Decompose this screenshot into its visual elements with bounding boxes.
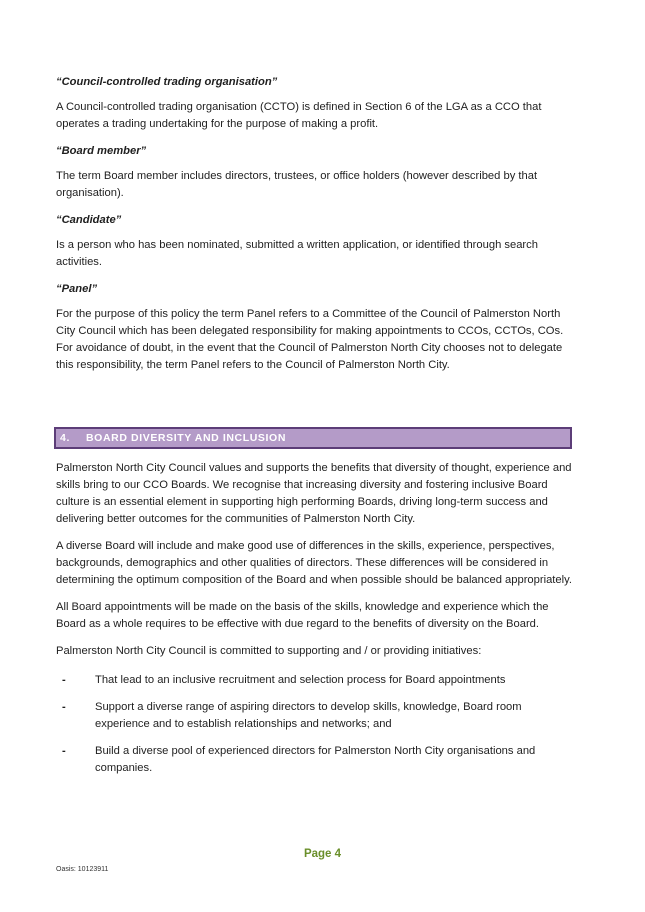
list-item — [56, 672, 572, 689]
bullet-dash-icon: - — [62, 701, 66, 713]
section-number: 4. — [60, 432, 70, 444]
list-item-text: Support a diverse range of aspiring directors to develop skills, knowledge, Board room experience and to establish relationships and networks; and — [95, 701, 522, 730]
section-paragraph: A diverse Board will include and make good use of differences in the skills, experience, perspectives, backgrounds, demographics and other qualities of directors. These differences will be considered in determining the optimum composition of the Board and when possible should be balanced appropriately. — [56, 540, 572, 586]
list-item — [56, 699, 572, 733]
definition-text: For the purpose of this policy the term Panel refers to a Committee of the Council of Palmerston North City Council which has been delegated responsibility for making appointments to CCOs, CCTOs, COs. For avoidance of doubt, in the event that the Council of Palmerston North City chooses not to delegate this responsibility, the term Panel refers to the Council of Palmerston North City. — [56, 308, 564, 371]
bullet-dash-icon: - — [62, 745, 66, 757]
section-paragraph: Palmerston North City Council is committed to supporting and / or providing initiatives: — [56, 645, 482, 657]
section-paragraph: All Board appointments will be made on the basis of the skills, knowledge and experience which the Board as a whole requires to be effective with due regard to the benefits of diversity on the Board. — [56, 601, 549, 630]
definition-text: A Council-controlled trading organisation (CCTO) is defined in Section 6 of the LGA as a CCO that operates a trading undertaking for the purpose of making a profit. — [56, 101, 542, 130]
document-reference: Oasis: 10123911 — [56, 866, 109, 873]
definition-text: The term Board member includes directors, trustees, or office holders (however described by that organisation). — [56, 170, 538, 199]
page-number: Page 4 — [303, 848, 342, 860]
definition-board-member — [56, 143, 572, 202]
section-paragraph: Palmerston North City Council values and supports the benefits that diversity of thought, experience and skills bring to our CCO Boards. We recognise that increasing diversity and fostering inclusive Board culture is an essential element in supporting high performing Boards, driving long-term success and delivering better outcomes for the communities of Palmerston North City. — [56, 462, 572, 525]
section-title: BOARD DIVERSITY AND INCLUSION — [86, 432, 286, 444]
definition-panel — [56, 281, 572, 374]
definition-ccto — [56, 74, 572, 133]
list-item-text: That lead to an inclusive recruitment and selection process for Board appointments — [95, 674, 506, 686]
section-heading-bar — [54, 427, 572, 449]
definition-candidate — [56, 212, 572, 271]
initiatives-list — [56, 672, 572, 777]
definition-term: “Council-controlled trading organisation” — [56, 76, 278, 88]
definition-term: “Candidate” — [56, 214, 122, 226]
list-item-text: Build a diverse pool of experienced directors for Palmerston North City organisations and companies. — [95, 745, 536, 774]
bullet-dash-icon: - — [62, 674, 66, 686]
list-item — [56, 743, 572, 777]
definitions-block — [56, 74, 572, 383]
definition-term: “Board member” — [56, 145, 147, 157]
definition-text: Is a person who has been nominated, submitted a written application, or identified through search activities. — [56, 239, 538, 268]
section-body — [56, 460, 572, 787]
definition-term: “Panel” — [56, 283, 98, 295]
